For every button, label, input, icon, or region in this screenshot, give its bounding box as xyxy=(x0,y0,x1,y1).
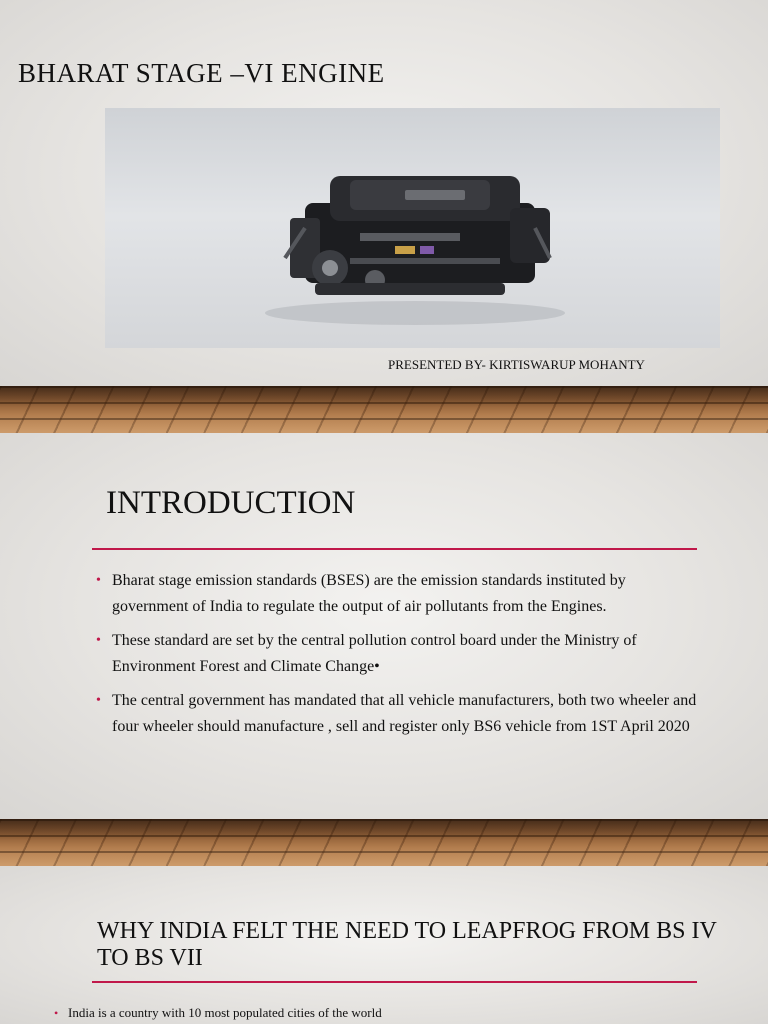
bullet-icon: • xyxy=(96,693,101,708)
bullet-list xyxy=(96,568,706,748)
bullet-icon: • xyxy=(54,1006,59,1020)
title-underline xyxy=(92,981,697,983)
slide-title: INTRODUCTION xyxy=(106,485,356,521)
presenter-credit: PRESENTED BY- KIRTISWARUP MOHANTY xyxy=(388,357,645,372)
bullet-text: India is a country with 10 most populated cities of the world xyxy=(68,1005,382,1020)
list-item xyxy=(54,1004,734,1022)
wood-floor-divider xyxy=(0,386,768,433)
engine-illustration xyxy=(105,108,720,348)
bullet-text: These standard are set by the central pollution control board under the Ministry of Environment Forest and Climate Change• xyxy=(112,632,637,675)
bullet-text: The central government has mandated that all vehicle manufacturers, both two wheeler and four wheeler should manufacture , sell and register only BS6 vehicle from 1ST April 2020 xyxy=(112,692,697,735)
bullet-icon: • xyxy=(96,633,101,648)
slide-title: BHARAT STAGE –VI ENGINE xyxy=(18,58,385,88)
list-item xyxy=(96,688,706,740)
bullet-text: Bharat stage emission standards (BSES) are the emission standards instituted by government of India to regulate the output of air pollutants from the Engines. xyxy=(112,572,626,615)
wood-floor-divider xyxy=(0,819,768,866)
list-item xyxy=(96,628,706,680)
slide-title: WHY INDIA FELT THE NEED TO LEAPFROG FROM BS IV TO BS VII xyxy=(97,918,717,971)
bullet-list xyxy=(54,1004,734,1022)
title-underline xyxy=(92,548,697,550)
bullet-icon: • xyxy=(96,573,101,588)
title-slide xyxy=(0,0,768,386)
introduction-slide xyxy=(0,433,768,819)
engine-photo xyxy=(105,108,720,348)
list-item xyxy=(96,568,706,620)
leapfrog-slide xyxy=(0,866,768,1024)
